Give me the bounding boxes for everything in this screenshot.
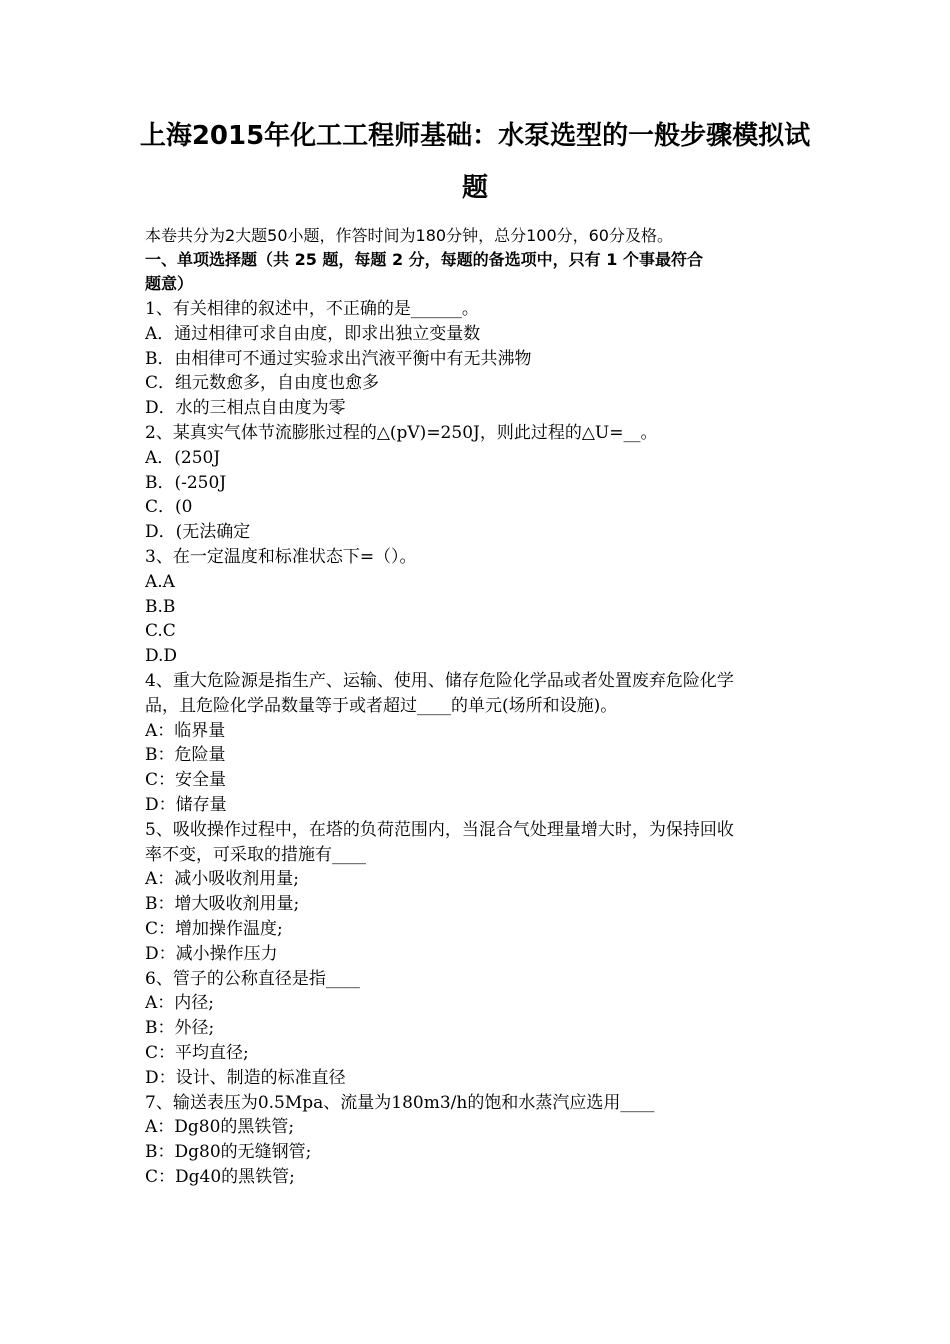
question-line: D．(无法确定 bbox=[145, 522, 251, 543]
question-line: A.A bbox=[145, 571, 175, 592]
question-line: C：平均直径; bbox=[145, 1042, 249, 1063]
question-line: B：危险量 bbox=[145, 745, 226, 766]
question-line: 7、输送表压为0.5Mpa、流量为180m3/h的饱和水蒸汽应选用____ bbox=[145, 1092, 655, 1113]
question-line: D：减小操作压力 bbox=[145, 943, 278, 964]
section-heading-line-1: 一、单项选择题（共 25 题，每题 2 分，每题的备选项中，只有 1 个事最符合 bbox=[145, 250, 703, 269]
question-line: 3、在一定温度和标准状态下=（）。 bbox=[145, 546, 417, 567]
question-line: 5、吸收操作过程中，在塔的负荷范围内，当混合气处理量增大时，为保持回收 bbox=[145, 819, 734, 840]
question-line: C．(0 bbox=[145, 497, 193, 518]
question-line: B：Dg80的无缝钢管; bbox=[145, 1142, 312, 1163]
question-line: A：内径; bbox=[145, 993, 215, 1014]
question-line: A：减小吸收剂用量; bbox=[145, 869, 300, 890]
question-line: B：增大吸收剂用量; bbox=[145, 894, 300, 915]
question-line: C：Dg40的黑铁管; bbox=[145, 1166, 295, 1187]
question-line: 1、有关相律的叙述中，不正确的是______。 bbox=[145, 299, 479, 319]
exam-info: 本卷共分为2大题50小题，作答时间为180分钟，总分100分，60分及格。 bbox=[145, 226, 673, 245]
question-line: A：Dg80的黑铁管; bbox=[145, 1117, 295, 1138]
question-line: 2、某真实气体节流膨胀过程的△(pV)=250J，则此过程的△U=__。 bbox=[145, 422, 658, 443]
section-heading bbox=[145, 248, 815, 296]
question-list bbox=[145, 297, 810, 1190]
question-line: B．(-250J bbox=[145, 472, 227, 493]
question-line: A：临界量 bbox=[145, 720, 226, 741]
question-line: 4、重大危险源是指生产、运输、使用、储存危险化学品或者处置废弃危险化学 bbox=[145, 670, 734, 691]
question-line: D.D bbox=[145, 646, 178, 667]
question-line: 率不变，可采取的措施有____ bbox=[145, 844, 366, 865]
question-line: A．通过相律可求自由度，即求出独立变量数 bbox=[145, 323, 481, 344]
question-line: 6、管子的公称直径是指____ bbox=[145, 968, 360, 989]
question-line: D：设计、制造的标准直径 bbox=[145, 1067, 346, 1088]
question-line: C．组元数愈多，自由度也愈多 bbox=[145, 373, 380, 394]
question-line: A．(250J bbox=[145, 447, 221, 468]
question-line: C：增加操作温度; bbox=[145, 918, 283, 939]
question-line: D．水的三相点自由度为零 bbox=[145, 398, 346, 419]
question-line: B：外径; bbox=[145, 1018, 215, 1039]
question-line: B．由相律可不通过实验求出汽液平衡中有无共沸物 bbox=[145, 348, 532, 369]
section-heading-line-2: 题意） bbox=[145, 274, 194, 293]
question-line: B.B bbox=[145, 596, 176, 617]
document-title-line-1: 上海2015年化工工程师基础：水泵选型的一般步骤模拟试 bbox=[139, 121, 811, 151]
question-line: C.C bbox=[145, 621, 176, 642]
question-line: C：安全量 bbox=[145, 770, 227, 791]
question-line: D：储存量 bbox=[145, 794, 227, 815]
document-title-line-2: 题 bbox=[461, 173, 488, 203]
question-line: 品，且危险化学品数量等于或者超过____的单元(场所和设施)。 bbox=[145, 695, 618, 716]
